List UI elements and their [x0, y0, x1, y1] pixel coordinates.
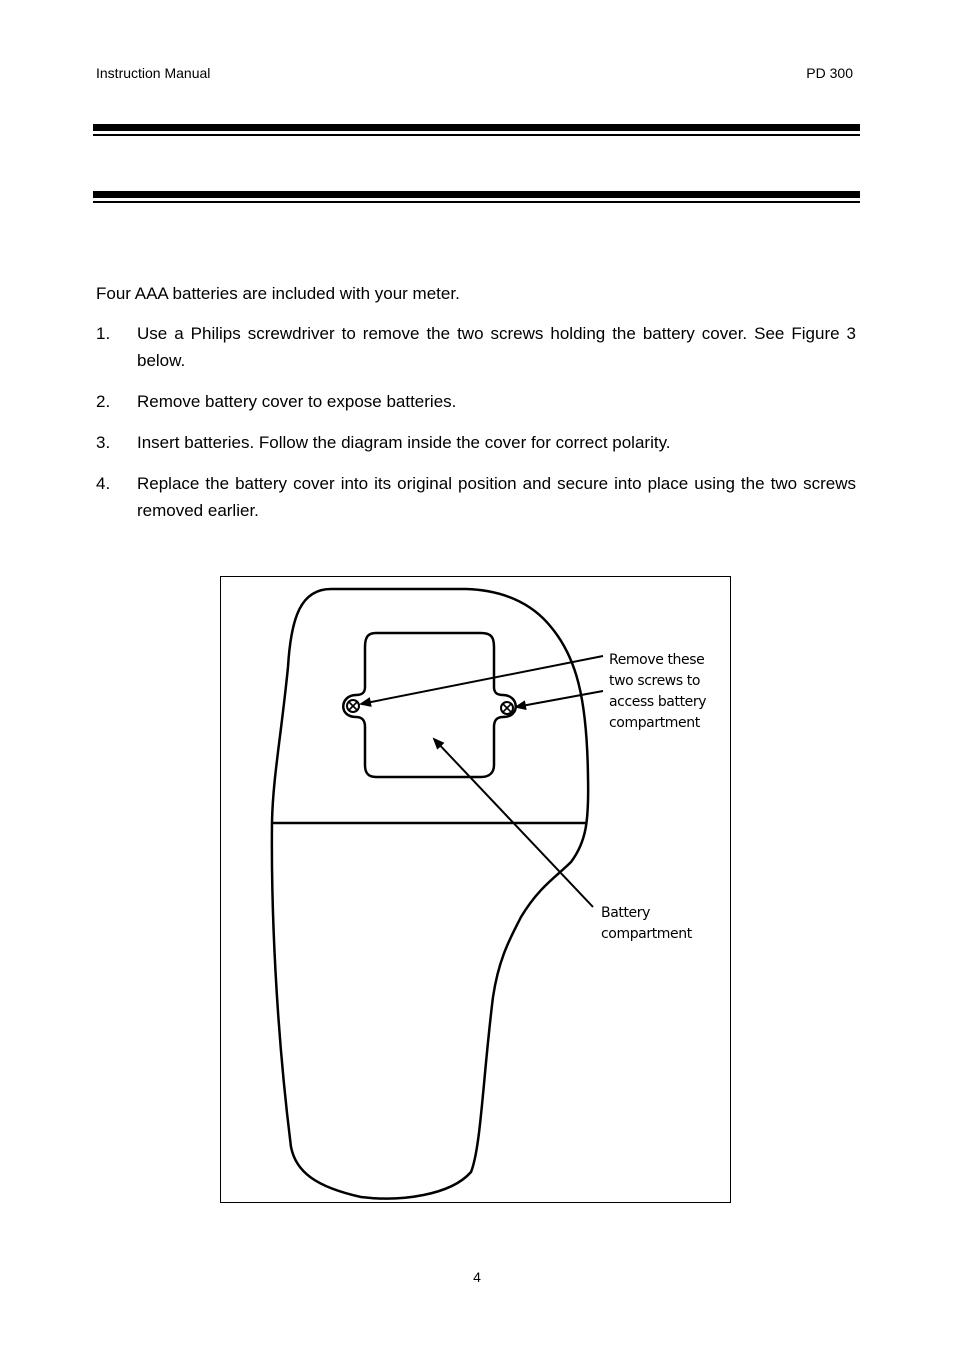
meter-outline	[272, 589, 588, 1199]
step-3	[96, 429, 856, 456]
header-divider-top	[93, 124, 860, 136]
callout-screws-line-4: compartment	[609, 715, 700, 731]
meter-back-illustration	[221, 577, 732, 1204]
running-header-model: PD 300	[806, 65, 853, 81]
page-number: 4	[473, 1269, 481, 1285]
step-1	[96, 320, 856, 374]
step-2	[96, 388, 856, 415]
running-header-title: Instruction Manual	[96, 65, 211, 81]
left-screw-icon	[347, 700, 359, 712]
battery-cover	[343, 633, 516, 777]
step-text: Remove battery cover to expose batteries.	[137, 392, 457, 411]
step-4	[96, 470, 856, 524]
battery-figure	[220, 576, 731, 1203]
callout-battery-line-2: compartment	[601, 926, 692, 942]
step-text: Use a Philips screwdriver to remove the two screws holding the battery cover. See Figure 3 below.	[137, 324, 856, 370]
step-text: Replace the battery cover into its original position and secure into place using the two screws removed earlier.	[137, 474, 856, 520]
step-number: 3.	[96, 433, 111, 452]
step-text: Insert batteries. Follow the diagram inside the cover for correct polarity.	[137, 433, 671, 452]
callout-battery-line-1: Battery	[601, 905, 651, 921]
header-divider-bottom	[93, 191, 860, 203]
callout-screws-line-2: two screws to	[609, 673, 701, 689]
arrow-to-right-screw	[516, 691, 603, 707]
intro-paragraph: Four AAA batteries are included with your meter.	[96, 284, 460, 303]
step-number: 4.	[96, 474, 111, 493]
callout-screws-line-3: access battery	[609, 694, 707, 710]
callout-screws-line-1: Remove these	[609, 652, 705, 668]
step-number: 2.	[96, 392, 111, 411]
step-number: 1.	[96, 324, 111, 343]
right-screw-icon	[501, 702, 513, 714]
